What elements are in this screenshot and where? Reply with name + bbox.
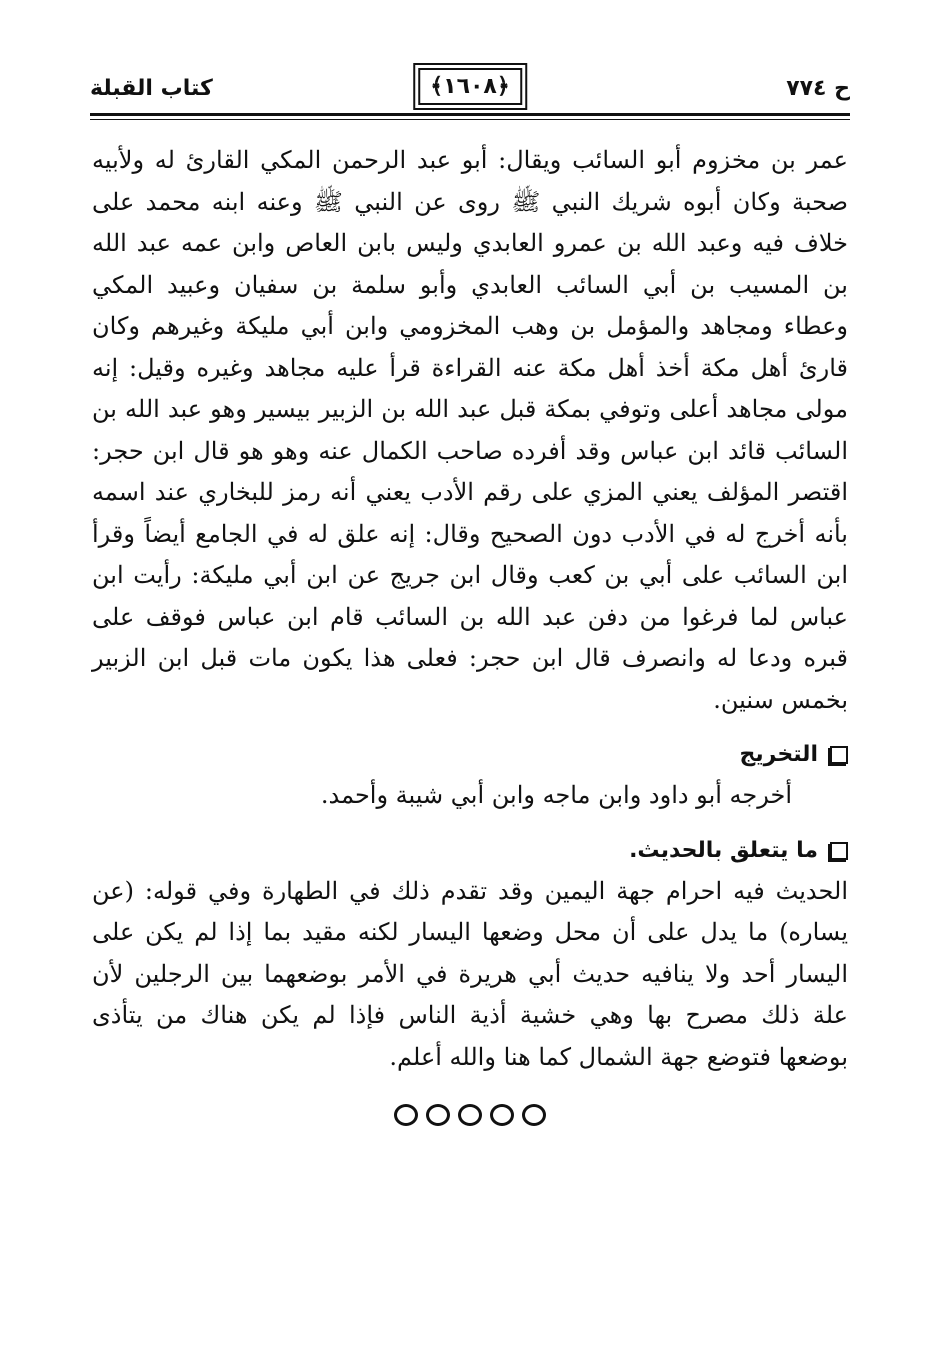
related-paragraph: الحديث فيه احرام جهة اليمين وقد تقدم ذلك في الطهارة وفي قوله: (عن يساره) ما يدل على أن محل وضعها اليسار لكنه مقيد بما إذا لم يكن على اليسار أحد ولا ينافيه حديث أبي هريرة في الأمر بوضعهما بين الرجلين لأن علة ذلك مصرح بها وهي خشية أذية الناس فإذا لم يكن هناك من يتأذى بوضعها فتوضع جهة الشمال كما هنا والله أعلم. [92, 876, 848, 1071]
header-rule [90, 113, 850, 116]
ornament-circle-icon [394, 1104, 418, 1126]
takhrij-heading [92, 735, 848, 775]
biography-paragraph: عمر بن مخزوم أبو السائب ويقال: أبو عبد الرحمن المكي القارئ له ولأبيه صحبة وكان أبوه شريك النبي ﷺ روى عن النبي ﷺ وعنه ابنه محمد على خلاف فيه وعبد الله بن عمرو العابدي وليس بابن العاص وابن عمه عبد الله بن المسيب بن أبي السائب العابدي وأبو سلمة بن سفيان وعبيد المكي وعطاء ومجاهد والمؤمل بن وهب المخزومي وابن أبي مليكة وغيرهم وكان قارئ أهل مكة أخذ أهل مكة عنه القراءة قرأ عليه مجاهد وغيره وقيل: إنه مولى مجاهد أعلى وتوفي بمكة قبل عبد الله بن الزبير بيسير وهو عبد الله بن السائب قائد ابن عباس وقد أفرده صاحب الكمال عنه وهو هو قال ابن حجر: اقتصر المؤلف يعني المزي على رقم الأدب يعني أنه رمز للبخاري عند اسمه بأنه أخرج له في الأدب دون الصحيح وقال: إنه علق له في الجامع أيضاً وقرأ ابن السائب على أبي بن كعب وقال ابن جريج عن ابن أبي مليكة: رأيت ابن عباس لما فرغوا من دفن عبد الله بن السائب قام ابن عباس فوقف على قبره ودعا له وانصرف قال ابن حجر: فعلى هذا يكون مات قبل ابن الزبير بخمس سنين. [92, 146, 849, 714]
related-section [92, 831, 848, 1079]
checkbox-bullet-icon [830, 842, 848, 860]
ornament-circle-icon [426, 1104, 450, 1126]
page-header [90, 68, 850, 120]
ornament-circle-icon [522, 1104, 546, 1126]
ornament-circle-icon [490, 1104, 514, 1126]
takhrij-paragraph: أخرجه أبو داود وابن ماجه وابن أبي شيبة وأحمد. [320, 781, 792, 809]
page-content [92, 140, 848, 1126]
end-ornament [92, 1104, 848, 1126]
running-title: كتاب القبلة [90, 76, 213, 101]
related-heading-text: ما يتعلق بالحديث. [629, 837, 818, 863]
ornament-circle-icon [458, 1104, 482, 1126]
related-heading [92, 831, 848, 871]
header-rule-thin [90, 119, 850, 120]
hadith-reference: ح ٧٧٤ [786, 76, 850, 101]
checkbox-bullet-icon [830, 746, 848, 764]
page-number: ﴿١٦٠٨﴾ [418, 68, 522, 105]
takhrij-section [92, 735, 848, 817]
takhrij-heading-text: التخريج [739, 742, 818, 767]
